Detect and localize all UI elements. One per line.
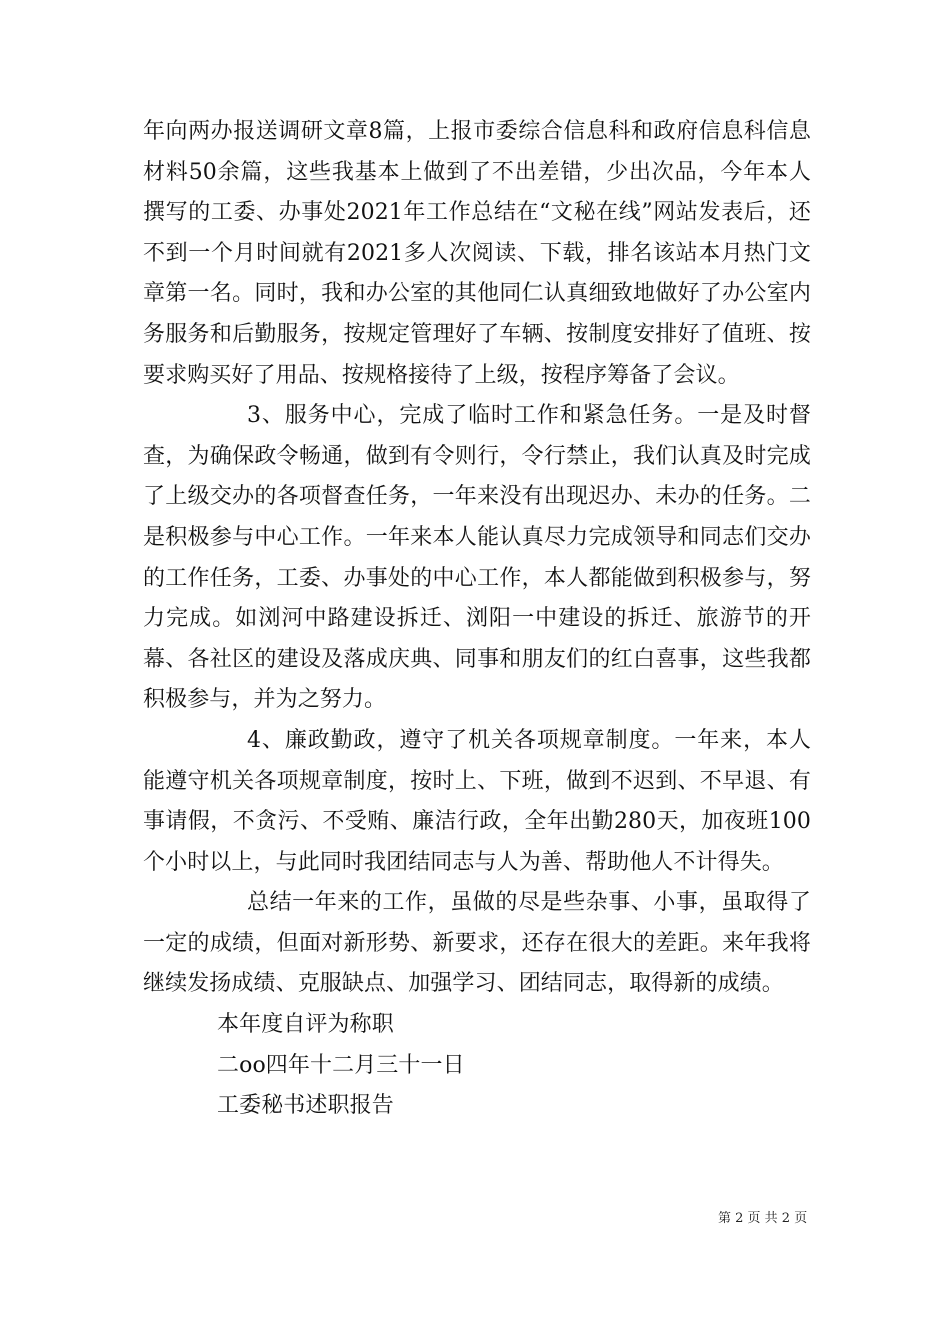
page-number-footer: 第 2 页 共 2 页 (718, 1211, 808, 1226)
paragraph-service-center: 3、服务中心，完成了临时工作和紧急任务。一是及时督查，为确保政令畅通，做到有令则行，令行禁止，我们认真及时完成了上级交办的各项督查任务，一年来没有出现迟办、未办的任务。二是积极参与中心工作。一年来本人能认真尽力完成领导和同志们交办的工作任务，工委、办事处的中心工作，本人都能做到积极参与，努力完成。如浏河中路建设拆迁、浏阳一中建设的拆迁、旅游节的开幕、各社区的建设及落成庆典、同事和朋友们的红白喜事，这些我都积极参与，并为之努力。 (143, 403, 811, 713)
paragraph-continuation: 年向两办报送调研文章8篇，上报市委综合信息科和政府信息科信息材料50余篇，这些我基本上做到了不出差错，少出次品，今年本人撰写的工委、办事处2021年工作总结在“文秘在线”网站发表后，还不到一个月时间就有2021多人次阅读、下载，排名该站本月热门文章第一名。同时，我和办公室的其他同仁认真细致地做好了办公室内务服务和后勤服务，按规定管理好了车辆、按制度安排好了值班、按要求购买好了用品、按规格接待了上级，按程序筹备了会议。 (143, 119, 811, 388)
document-body (143, 112, 811, 1127)
report-title-line: 工委秘书述职报告 (217, 1093, 394, 1119)
self-evaluation-line: 本年度自评为称职 (217, 1012, 394, 1038)
date-line: 二oo四年十二月三十一日 (217, 1052, 465, 1078)
paragraph-integrity: 4、廉政勤政，遵守了机关各项规章制度。一年来，本人能遵守机关各项规章制度，按时上、下班，做到不迟到、不早退、有事请假，不贪污、不受贿、廉洁行政，全年出勤280天，加夜班100个小时以上，与此同时我团结同志与人为善、帮助他人不计得失。 (143, 727, 811, 875)
paragraph-summary: 总结一年来的工作，虽做的尽是些杂事、小事，虽取得了一定的成绩，但面对新形势、新要求，还存在很大的差距。来年我将继续发扬成绩、克服缺点、加强学习、团结同志，取得新的成绩。 (143, 890, 811, 997)
